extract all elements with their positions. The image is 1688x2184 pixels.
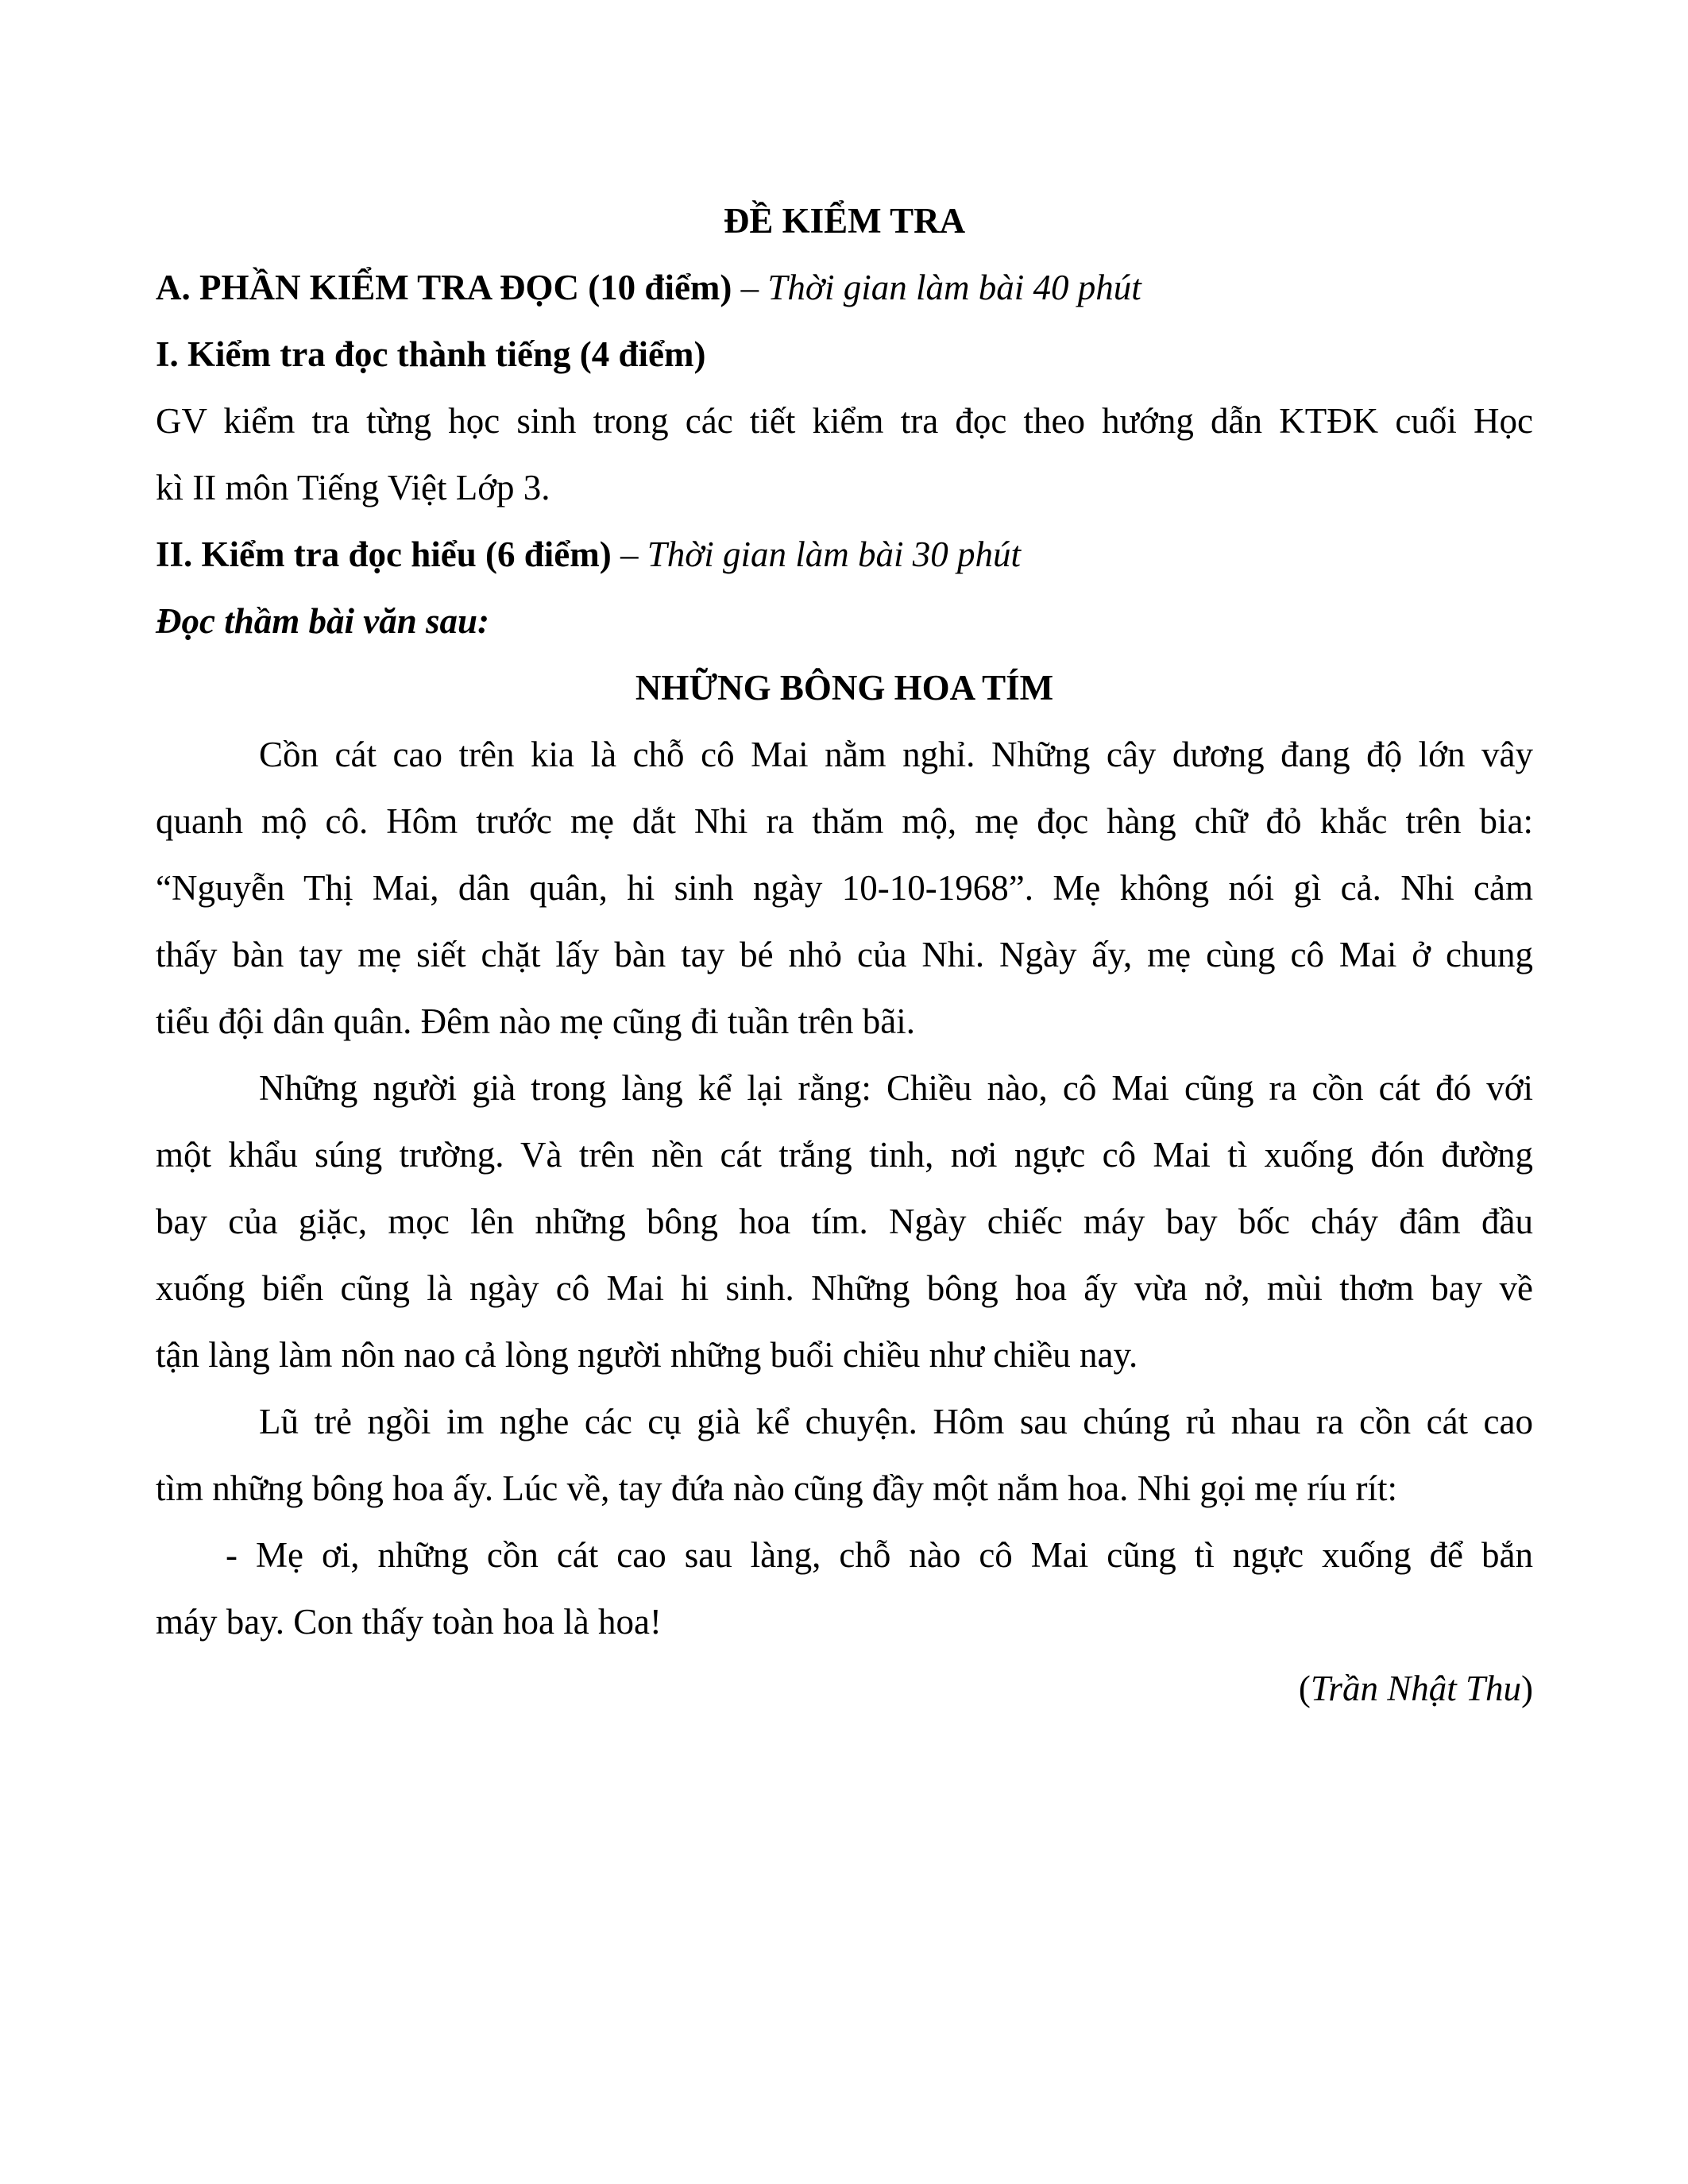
story-line [156,1322,1533,1388]
story-line-text: tận làng làm nôn nao cả lòng người những buổi chiều như chiều nay. [156,1335,1138,1375]
story-line-text: “Nguyễn Thị Mai, dân quân, hi sinh ngày 10-10-1968”. Mẹ không nói gì cả. Nhi cảm [156,868,1533,908]
story-line-text: Cồn cát cao trên kia là chỗ cô Mai nằm nghỉ. Những cây dương đang độ lớn vây [259,735,1533,774]
section-a-label: A. PHẦN KIỂM TRA ĐỌC (10 điểm) [156,268,732,307]
story-line-text: tìm những bông hoa ấy. Lúc về, tay đứa nào cũng đầy một nắm hoa. Nhi gọi mẹ ríu rít: [156,1468,1398,1508]
story-line [156,1055,1533,1121]
section-i-heading: I. Kiểm tra đọc thành tiếng (4 điểm) [156,334,706,374]
story-line [156,1588,1533,1655]
story-title: NHỮNG BÔNG HOA TÍM [635,668,1054,708]
story-line-text: một khẩu súng trường. Và trên nền cát trắng tinh, nơi ngực cô Mai tì xuống đón đường [156,1135,1533,1175]
story-line [156,1255,1533,1322]
story-paragraph-3 [156,1388,1533,1522]
section-i-text-line-1 [156,388,1533,454]
story-line-text: xuống biển cũng là ngày cô Mai hi sinh. Những bông hoa ấy vừa nở, mùi thơm bay về [156,1268,1533,1308]
story-line [156,1188,1533,1255]
story-line-text: thấy bàn tay mẹ siết chặt lấy bàn tay bé nhỏ của Nhi. Ngày ấy, mẹ cùng cô Mai ở chung [156,935,1533,974]
section-i-line-1: GV kiểm tra từng học sinh trong các tiết kiểm tra đọc theo hướng dẫn KTĐK cuối Học [156,401,1533,441]
section-ii-label: II. Kiểm tra đọc hiểu (6 điểm) [156,534,612,574]
story-paragraph-2 [156,1055,1533,1388]
story-line-text: - Mẹ ơi, những cồn cát cao sau làng, chỗ nào cô Mai cũng tì ngực xuống để bắn [226,1535,1533,1575]
story-line [156,1388,1533,1455]
story-author [156,1655,1533,1722]
story-line-text: Lũ trẻ ngồi im nghe các cụ già kể chuyện. Hôm sau chúng rủ nhau ra cồn cát cao [259,1402,1533,1441]
story-line [156,1121,1533,1188]
story-line-text: máy bay. Con thấy toàn hoa là hoa! [156,1602,662,1642]
section-ii-time: Thời gian làm bài 30 phút [647,534,1021,574]
document-page [156,187,1533,1722]
section-a-heading [156,254,1533,321]
story-line [156,855,1533,921]
story-line [156,721,1533,788]
story-line [156,788,1533,855]
story-line [156,1455,1533,1522]
section-a-time: Thời gian làm bài 40 phút [767,268,1141,307]
story-line-text: bay của giặc, mọc lên những bông hoa tím. Ngày chiếc máy bay bốc cháy đâm đầu [156,1202,1533,1241]
author-paren-open: ( [1298,1669,1311,1708]
section-i-line-2: kì II môn Tiếng Việt Lớp 3. [156,468,550,507]
story-line [156,1522,1533,1588]
author-paren-close: ) [1521,1669,1533,1708]
author-name: Trần Nhật Thu [1310,1669,1521,1708]
page-title: ĐỀ KIỂM TRA [723,201,966,241]
story-paragraph-4 [156,1522,1533,1655]
story-paragraph-1 [156,721,1533,1055]
story-line [156,988,1533,1055]
section-a-dash: – [732,268,768,307]
story-line [156,921,1533,988]
reading-instruction: Đọc thầm bài văn sau: [156,601,490,641]
story-line-text: tiểu đội dân quân. Đêm nào mẹ cũng đi tuần trên bãi. [156,1001,915,1041]
section-ii-heading [156,521,1533,588]
story-line-text: quanh mộ cô. Hôm trước mẹ dắt Nhi ra thăm mộ, mẹ đọc hàng chữ đỏ khắc trên bia: [156,801,1533,841]
story-line-text: Những người già trong làng kể lại rằng: Chiều nào, cô Mai cũng ra cồn cát đó với [259,1068,1533,1108]
section-ii-dash: – [611,534,647,574]
